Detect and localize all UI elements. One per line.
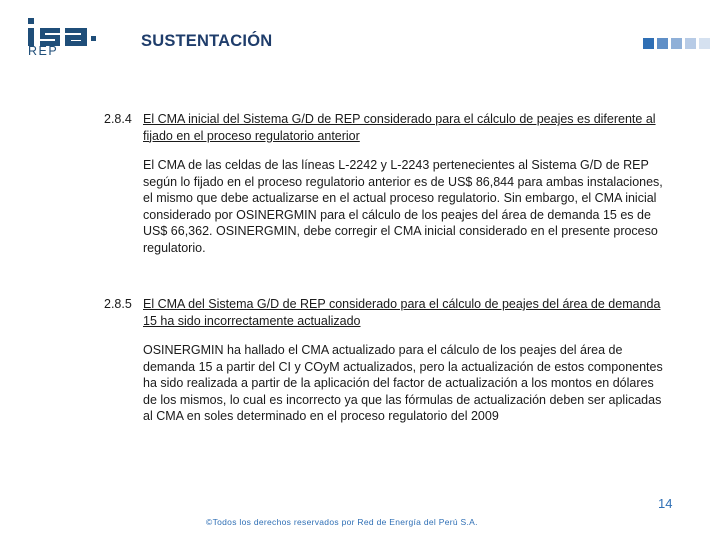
deco-square bbox=[657, 38, 668, 49]
deco-square bbox=[685, 38, 696, 49]
deco-square bbox=[699, 38, 710, 49]
item-body: El CMA de las celdas de las líneas L-2242 y L-2243 pertenecientes al Sistema G/D de REP según lo fijado en el proceso regulatorio anterior es de US$ 86,844 para ambas instalaciones, el mismo que debe actualizarse en el actual proceso regulatorio. Sin embargo, el CMA inicial considerado por OSINERGMIN para el cálculo de los peajes del área de demanda 15 es de US$ 66,362. OSINERGMIN, debe corregir el CMA inicial considerado en el presente proceso regulatorio. bbox=[143, 158, 663, 255]
item-heading: El CMA inicial del Sistema G/D de REP considerado para el cálculo de peajes es diferente al fijado en el proceso regulatorio anterior bbox=[143, 112, 656, 143]
logo-subtext: REP bbox=[28, 44, 59, 58]
item-body: OSINERGMIN ha hallado el CMA actualizado para el cálculo de los peajes del área de demanda 15 a partir del CI y COyM actualizados, pero la actualización de estos componentes ha sido realizada a partir de la aplicación del factor de actualización a los montos en dólares de los mismos, lo cual es incorrecto ya que las fórmulas de actualización deben ser aplicadas al CMA en soles determinado en el proceso regulatorio del 2009 bbox=[143, 343, 663, 423]
section-item bbox=[104, 111, 669, 256]
slide-title: SUSTENTACIÓN bbox=[141, 32, 273, 50]
item-heading: El CMA del Sistema G/D de REP considerado para el cálculo de peajes del área de demanda 15 ha sido incorrectamente actualizado bbox=[143, 297, 661, 328]
page-number: 14 bbox=[658, 496, 673, 511]
deco-square bbox=[671, 38, 682, 49]
deco-square bbox=[643, 38, 654, 49]
corner-decoration bbox=[643, 38, 710, 49]
item-number: 2.8.5 bbox=[104, 297, 132, 311]
copyright-notice: ©Todos los derechos reservados por Red de Energía del Perú S.A. bbox=[206, 517, 478, 527]
section-item bbox=[104, 296, 669, 425]
item-number: 2.8.4 bbox=[104, 112, 132, 126]
